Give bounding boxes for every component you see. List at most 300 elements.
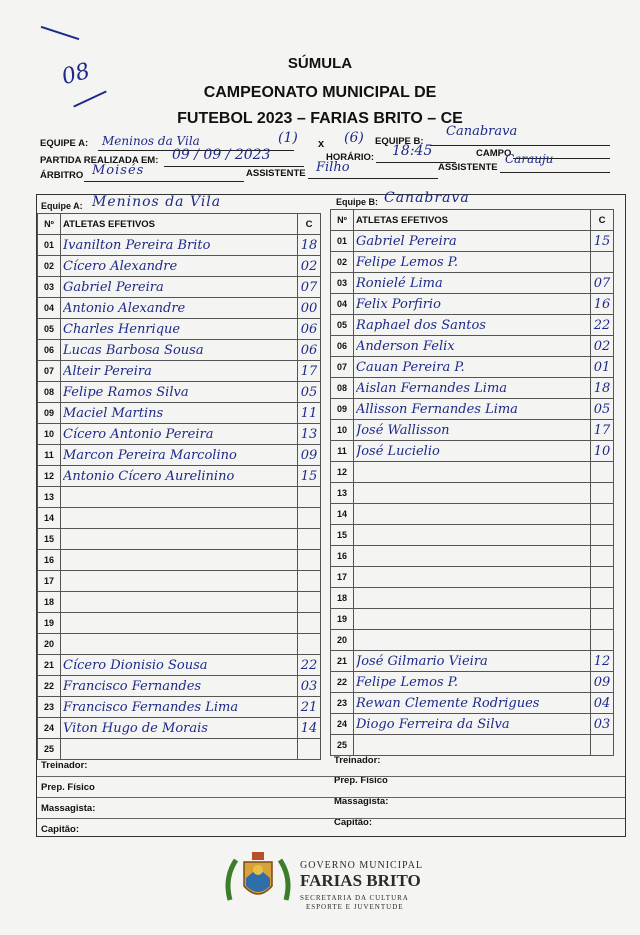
team-a-header-row [38,214,321,235]
team-b-athlete-name: Aislan Fernandes Lima [356,380,508,396]
municipal-crest-icon [222,848,294,908]
team-a-row [38,697,321,718]
team-b-row [331,693,614,714]
team-b-shirt-cell [591,252,614,273]
team-a-shirt-cell [298,739,321,760]
team-b-shirt-cell [591,399,614,420]
team-a-shirt-number: 06 [300,342,318,358]
team-a-row [38,466,321,487]
doc-title: SÚMULA [287,55,353,72]
score-x: x [318,138,325,150]
team-a-shirt-cell [298,676,321,697]
team-b-shirt-number: 10 [593,443,611,459]
assistente-1-line [308,178,438,179]
team-b-athlete-name: José Lucielio [356,443,440,459]
team-b-row [331,315,614,336]
team-b-row [331,735,614,756]
team-a-athlete-cell [61,445,298,466]
team-b-row-number: 01 [331,231,354,252]
team-a-shirt-cell [298,256,321,277]
assistente-1-value: Filho [316,160,350,175]
team-a-athlete-name: Charles Henrique [63,321,181,337]
team-a-athlete-cell [61,529,298,550]
team-a-shirt-cell [298,466,321,487]
team-b-row-number: 24 [331,714,354,735]
team-a-athlete-name: Viton Hugo de Morais [63,720,208,736]
team-a-shirt-cell [298,508,321,529]
team-a-shirt-number: 22 [300,657,318,673]
team-b-athlete-cell [354,483,591,504]
team-a-row-number: 17 [38,571,61,592]
team-a-table [37,213,321,760]
team-a-athlete-cell [61,739,298,760]
team-b-row [331,441,614,462]
arbitro-value: Moisés [92,163,145,178]
team-b-athlete-name: Felix Porfirio [356,296,441,312]
team-a-athlete-cell [61,298,298,319]
team-b-row [331,504,614,525]
team-b-row-number: 08 [331,378,354,399]
team-b-athlete-cell [354,525,591,546]
team-a-shirt-cell [298,298,321,319]
team-a-shirt-number: 00 [300,300,318,316]
team-b-shirt-cell [591,378,614,399]
team-b-row [331,273,614,294]
team-a-row [38,550,321,571]
team-b-shirt-cell [591,567,614,588]
team-b-shirt-number: 15 [593,233,611,249]
team-a-shirt-number: 13 [300,426,318,442]
team-a-row [38,340,321,361]
team-a-shirt-cell [298,613,321,634]
team-b-row [331,525,614,546]
team-b-row-number: 21 [331,651,354,672]
team-a-shirt-cell [298,340,321,361]
team-b-col-athletes: ATLETAS EFETIVOS [354,210,591,231]
team-a-shirt-cell [298,235,321,256]
team-b-athlete-cell [354,378,591,399]
team-a-athlete-cell [61,256,298,277]
team-a-athlete-cell [61,718,298,739]
team-a-shirt-cell [298,550,321,571]
team-b-athlete-cell [354,252,591,273]
team-a-row [38,256,321,277]
team-b-row [331,567,614,588]
team-a-shirt-cell [298,487,321,508]
equipe-a-label: EQUIPE A: [40,138,89,149]
team-b-athlete-name: Rewan Clemente Rodrigues [356,695,540,711]
team-b-shirt-cell [591,357,614,378]
team-a-row [38,739,321,760]
team-a-shirt-cell [298,655,321,676]
team-a-col-athletes: ATLETAS EFETIVOS [61,214,298,235]
team-a-row-number: 07 [38,361,61,382]
partida-label: PARTIDA REALIZADA EM: [40,155,159,166]
team-a-row-number: 20 [38,634,61,655]
team-b-athlete-cell [354,672,591,693]
team-a-row-number: 11 [38,445,61,466]
team-b-row [331,672,614,693]
team-a-row-number: 02 [38,256,61,277]
horario-label: HORÁRIO: [326,152,375,163]
team-a-athlete-cell [61,592,298,613]
team-b-table [330,209,614,756]
team-a-athlete-cell [61,382,298,403]
team-b-athlete-cell [354,546,591,567]
team-b-athlete-cell [354,273,591,294]
staff-divider-1 [37,776,625,777]
partida-line [164,166,304,167]
team-b-row-number: 12 [331,462,354,483]
team-b-athlete-name: Ronielé Lima [356,275,443,291]
arbitro-line [84,181,244,182]
team-b-shirt-cell [591,609,614,630]
team-b-shirt-cell [591,525,614,546]
team-b-shirt-cell [591,273,614,294]
team-b-row-number: 07 [331,357,354,378]
team-b-shirt-cell [591,693,614,714]
team-a-shirt-cell [298,529,321,550]
staff-divider-3 [37,818,625,819]
team-b-col-no: Nº [331,210,354,231]
team-b-massagista: Massagista: [334,796,389,807]
partida-value: 09 / 09 / 2023 [172,147,271,163]
team-a-athlete-cell [61,424,298,445]
team-b-row [331,483,614,504]
team-a-shirt-cell [298,361,321,382]
team-a-treinador: Treinador: [41,760,88,771]
team-b-athlete-cell [354,735,591,756]
team-b-shirt-cell [591,714,614,735]
team-b-athlete-name: Raphael dos Santos [356,317,486,333]
equipe-b-label: EQUIPE B: [375,136,424,147]
team-a-col-c: C [298,214,321,235]
team-b-athlete-cell [354,609,591,630]
team-a-row [38,403,321,424]
team-b-row-number: 15 [331,525,354,546]
team-b-row [331,399,614,420]
team-a-athlete-cell [61,487,298,508]
team-b-row [331,714,614,735]
equipe-b-line [430,145,610,146]
team-b-row-number: 03 [331,273,354,294]
team-b-shirt-cell [591,294,614,315]
team-a-row-number: 15 [38,529,61,550]
team-b-athlete-cell [354,462,591,483]
team-a-shirt-cell [298,571,321,592]
team-b-athlete-name: José Gilmario Vieira [356,653,488,669]
team-a-row [38,613,321,634]
team-b-row-number: 02 [331,252,354,273]
team-b-row [331,378,614,399]
team-b-shirt-cell [591,483,614,504]
team-b-shirt-cell [591,546,614,567]
pen-stroke [41,26,80,40]
staff-divider-2 [37,797,625,798]
footer-line-1: GOVERNO MUNICIPAL [300,860,424,871]
team-b-shirt-cell [591,735,614,756]
team-b-row [331,462,614,483]
equipe-a-value: Meninos da Vila [102,134,200,148]
team-b-athlete-cell [354,294,591,315]
team-b-row-number: 17 [331,567,354,588]
team-a-athlete-name: Francisco Fernandes Lima [63,699,239,715]
team-a-row-number: 19 [38,613,61,634]
team-b-shirt-cell [591,336,614,357]
team-a-shirt-number: 18 [300,237,318,253]
team-b-row [331,252,614,273]
team-b-athlete-name: Diogo Ferreira da Silva [356,716,510,732]
team-a-row-number: 24 [38,718,61,739]
team-b-row-number: 16 [331,546,354,567]
team-a-row-number: 12 [38,466,61,487]
team-a-label: Equipe A: [41,201,83,211]
team-a-athlete-cell [61,508,298,529]
team-a-athlete-cell [61,655,298,676]
team-b-col-c: C [591,210,614,231]
team-a-row [38,571,321,592]
team-a-athlete-cell [61,235,298,256]
team-b-capitao: Capitão: [334,817,372,828]
team-b-shirt-cell [591,504,614,525]
team-a-shirt-cell [298,697,321,718]
team-a-athlete-cell [61,466,298,487]
team-b-shirt-number: 03 [593,716,611,732]
team-a-row-number: 08 [38,382,61,403]
team-b-row [331,546,614,567]
team-a-athlete-name: Maciel Martins [63,405,164,421]
team-a-row-number: 25 [38,739,61,760]
team-b-athlete-cell [354,315,591,336]
team-a-athlete-cell [61,697,298,718]
team-b-shirt-number: 18 [593,380,611,396]
team-b-shirt-number: 01 [593,359,611,375]
team-b-shirt-number: 17 [593,422,611,438]
footer-line-4: ESPORTE E JUVENTUDE [306,903,404,911]
team-a-shirt-cell [298,319,321,340]
team-a-row [38,508,321,529]
team-b-row-number: 19 [331,609,354,630]
team-a-athlete-cell [61,403,298,424]
team-b-name: Canabrava [384,190,470,206]
team-b-shirt-cell [591,420,614,441]
team-a-row [38,655,321,676]
team-b-header-row [331,210,614,231]
team-b-treinador: Treinador: [334,755,381,766]
team-a-row [38,298,321,319]
team-a-row [38,277,321,298]
team-b-row-number: 13 [331,483,354,504]
team-a-row-number: 16 [38,550,61,571]
team-b-row-number: 22 [331,672,354,693]
horario-value: 18:45 [392,143,433,159]
team-b-row [331,357,614,378]
team-a-athlete-name: Felipe Ramos Silva [63,384,189,400]
team-a-col-no: Nº [38,214,61,235]
team-a-row [38,676,321,697]
team-b-athlete-cell [354,693,591,714]
team-a-shirt-cell [298,403,321,424]
team-b-row-number: 20 [331,630,354,651]
team-b-shirt-number: 09 [593,674,611,690]
team-a-athlete-name: Antonio Cícero Aurelinino [63,468,235,484]
team-b-shirt-number: 05 [593,401,611,417]
team-b-row-number: 18 [331,588,354,609]
team-b-shirt-cell [591,588,614,609]
team-a-row-number: 21 [38,655,61,676]
team-a-athlete-cell [61,277,298,298]
team-b-shirt-cell [591,672,614,693]
team-a-athlete-name: Ivanilton Pereira Brito [63,237,211,253]
team-a-athlete-cell [61,319,298,340]
team-b-athlete-name: Allisson Fernandes Lima [356,401,518,417]
team-a-row-number: 22 [38,676,61,697]
team-a-shirt-number: 21 [300,699,318,715]
arbitro-label: ÁRBITRO [40,170,84,181]
team-a-athlete-cell [61,361,298,382]
team-b-row-number: 25 [331,735,354,756]
team-a-row-number: 03 [38,277,61,298]
team-b-athlete-cell [354,588,591,609]
team-a-row [38,424,321,445]
team-a-shirt-cell [298,592,321,613]
team-a-athlete-cell [61,676,298,697]
team-a-prep: Prep. Físico [41,782,95,793]
team-a-row-number: 01 [38,235,61,256]
team-b-row-number: 09 [331,399,354,420]
team-b-row [331,609,614,630]
team-b-row-number: 06 [331,336,354,357]
team-a-row [38,487,321,508]
team-a-athlete-name: Marcon Pereira Marcolino [63,447,237,463]
team-a-row-number: 10 [38,424,61,445]
team-b-athlete-cell [354,714,591,735]
team-b-athlete-cell [354,336,591,357]
assistente-2-label: ASSISTENTE [438,162,498,173]
team-b-athlete-cell [354,651,591,672]
team-a-row [38,634,321,655]
team-b-prep: Prep. Físico [334,775,388,786]
annotation-number: 08 [59,58,93,91]
event-title: FUTEBOL 2023 – FARIAS BRITO – CE [177,110,463,127]
footer-line-2: FARIAS BRITO [300,871,421,890]
team-a-athlete-name: Antonio Alexandre [63,300,186,316]
team-a-row [38,319,321,340]
team-a-shirt-cell [298,277,321,298]
team-a-shirt-cell [298,382,321,403]
team-a-shirt-number: 03 [300,678,318,694]
team-a-athlete-cell [61,550,298,571]
team-a-massagista: Massagista: [41,803,96,814]
assistente-2-line [500,172,610,173]
team-b-row [331,294,614,315]
team-a-athlete-cell [61,340,298,361]
team-b-row [331,651,614,672]
team-b-shirt-cell [591,630,614,651]
team-a-shirt-number: 07 [300,279,318,295]
assistente-1-label: ASSISTENTE [246,168,306,179]
team-b-athlete-cell [354,399,591,420]
assistente-2-value: Carauju [505,152,554,166]
team-b-shirt-number: 12 [593,653,611,669]
team-a-athlete-cell [61,634,298,655]
team-b-athlete-cell [354,504,591,525]
team-a-row-number: 14 [38,508,61,529]
team-b-athlete-name: Cauan Pereira P. [356,359,465,375]
team-a-athlete-cell [61,613,298,634]
team-b-shirt-number: 04 [593,695,611,711]
team-a-athlete-cell [61,571,298,592]
team-a-row [38,235,321,256]
team-a-shirt-cell [298,445,321,466]
team-b-athlete-name: Felipe Lemos P. [356,254,458,270]
score-a: (1) [278,130,298,146]
team-a-row-number: 18 [38,592,61,613]
team-a-athlete-name: Cícero Antonio Pereira [63,426,214,442]
team-a-row [38,718,321,739]
team-b-label: Equipe B: [336,197,378,207]
team-a-athlete-name: Cícero Alexandre [63,258,178,274]
team-b-row [331,420,614,441]
team-a-name: Meninos da Vila [92,194,222,210]
team-a-shirt-number: 17 [300,363,318,379]
team-a-row-number: 05 [38,319,61,340]
team-b-row-number: 11 [331,441,354,462]
equipe-b-value: Canabrava [446,124,518,139]
team-a-athlete-name: Alteir Pereira [63,363,152,379]
team-b-athlete-cell [354,567,591,588]
team-b-athlete-cell [354,357,591,378]
team-b-row-number: 14 [331,504,354,525]
team-a-athlete-name: Cícero Dionisio Sousa [63,657,208,673]
team-a-row [38,529,321,550]
team-b-shirt-number: 07 [593,275,611,291]
team-a-row [38,382,321,403]
team-a-shirt-number: 06 [300,321,318,337]
team-a-row-number: 04 [38,298,61,319]
team-a-row [38,445,321,466]
team-b-athlete-cell [354,441,591,462]
team-a-capitao: Capitão: [41,824,79,835]
team-a-shirt-number: 05 [300,384,318,400]
team-b-shirt-cell [591,441,614,462]
team-a-shirt-cell [298,718,321,739]
team-a-shirt-cell [298,634,321,655]
team-b-athlete-name: Anderson Felix [356,338,455,354]
team-b-athlete-cell [354,630,591,651]
team-b-shirt-number: 22 [593,317,611,333]
team-b-row-number: 23 [331,693,354,714]
team-b-shirt-cell [591,462,614,483]
team-a-row [38,361,321,382]
team-a-shirt-number: 09 [300,447,318,463]
footer-line-3: SECRETARIA DA CULTURA [300,894,409,902]
team-a-shirt-cell [298,424,321,445]
campo-label: CAMPO [476,148,512,159]
team-b-shirt-number: 16 [593,296,611,312]
team-b-row-number: 04 [331,294,354,315]
team-b-row-number: 10 [331,420,354,441]
team-a-athlete-name: Gabriel Pereira [63,279,164,295]
team-a-row-number: 09 [38,403,61,424]
championship-title: CAMPEONATO MUNICIPAL DE [203,84,437,101]
team-b-shirt-cell [591,315,614,336]
team-a-shirt-number: 14 [300,720,318,736]
team-a-shirt-number: 15 [300,468,318,484]
team-b-athlete-cell [354,231,591,252]
team-a-row-number: 23 [38,697,61,718]
team-b-athlete-cell [354,420,591,441]
